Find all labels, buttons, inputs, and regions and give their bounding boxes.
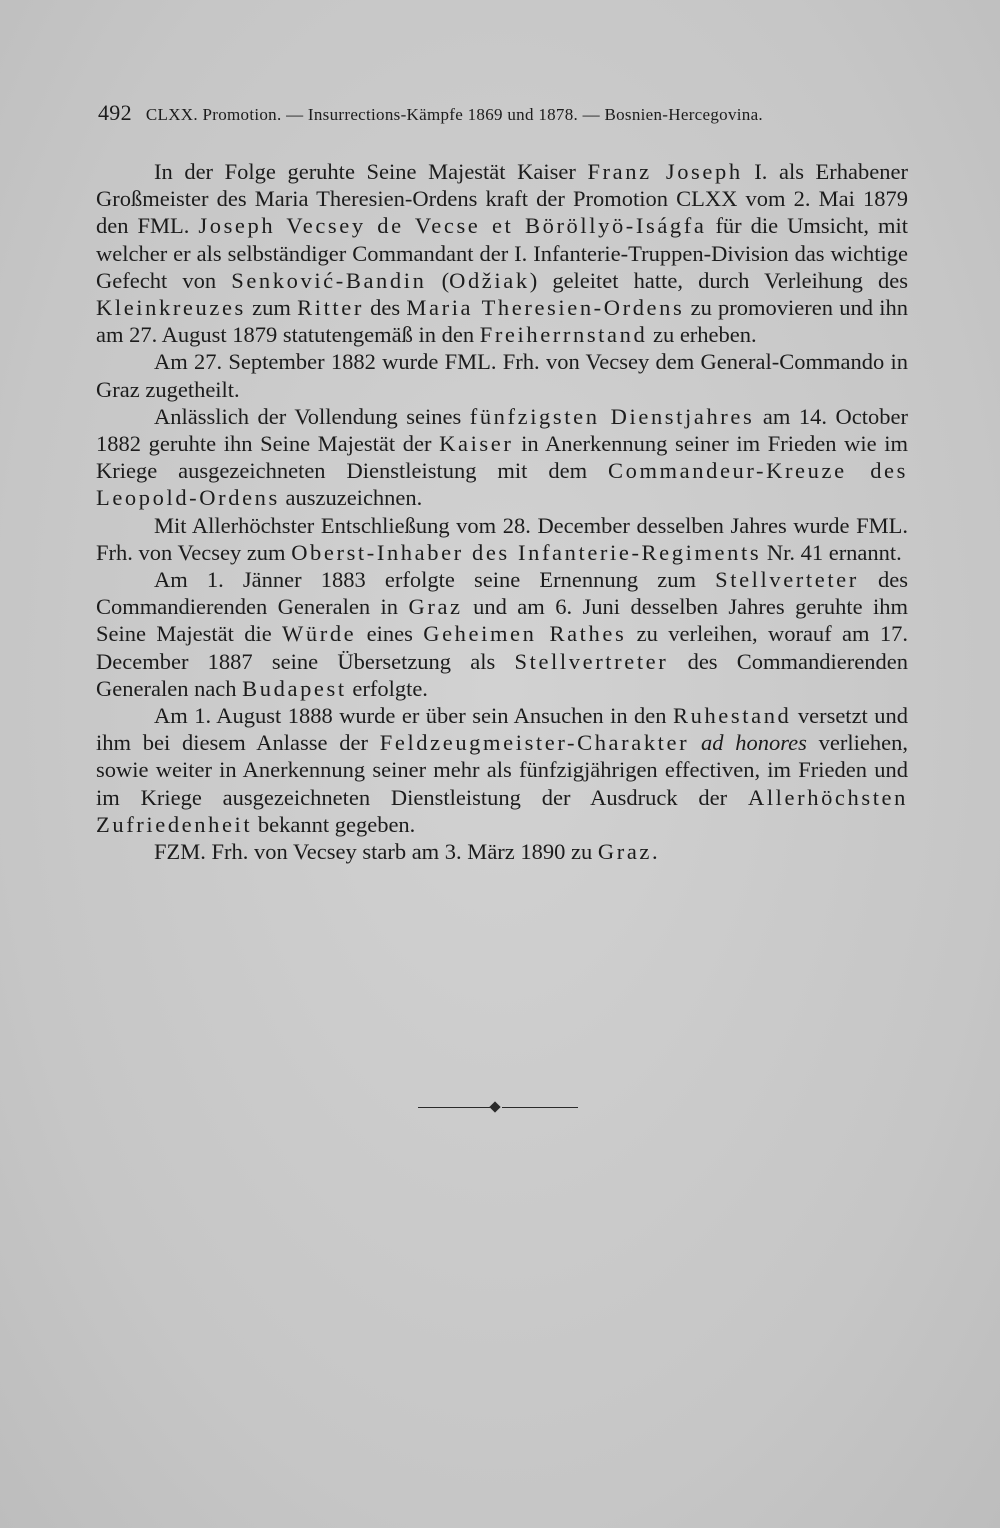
text-run: Nr. 41 ernannt. — [761, 539, 902, 565]
ornament-diamond-icon — [489, 1101, 500, 1112]
running-head-title: CLXX. Promotion. — Insurrections-Kämpfe 1869 und 1878. — Bosnien-Hercegovina. — [145, 105, 763, 124]
end-ornament — [418, 1100, 578, 1116]
text-run: I. als Erhabener Großmeister des Maria Theresien-Ordens kraft der Promotion CLXX vom 2. Mai 1879 den FML. — [96, 159, 908, 239]
emphasis-spaced-text: Oberst-Inhaber des Infanterie-Regiments — [291, 539, 762, 565]
text-run: In der Folge geruhte Seine Majestät Kaiser — [154, 159, 588, 184]
text-run: für die Umsicht, mit welcher er als selbständiger Commandant der I. Infanterie-Truppen-Division das wichtige Gefecht von — [96, 213, 908, 293]
text-run: am 14. October 1882 geruhte ihn Seine Majestät der — [96, 403, 908, 457]
text-run: des — [363, 295, 407, 321]
text-run: in Anerkennung seiner im Frieden wie im Kriege ausgezeichneten Dienstleistung mit dem — [96, 431, 908, 484]
text-run: und am 6. Juni desselben Jahres geruhte ihm Seine Majestät die — [96, 594, 909, 647]
emphasis-spaced-text: Kleinkreuzes — [96, 295, 246, 321]
text-run: verliehen, sowie weiter in Anerkennung seiner mehr als fünfzigjährigen effectiven, im Frieden und im Kriege ausgezeichneten Dienstleistung der Ausdruck der — [96, 730, 908, 810]
text-run: zum — [245, 295, 298, 321]
paragraph — [96, 158, 908, 348]
text-run: bekannt gegeben. — [252, 811, 416, 837]
text-run: Anlässlich der Vollendung seines — [154, 403, 470, 429]
emphasis-spaced-text: Budapest — [242, 675, 347, 701]
paragraph — [96, 566, 908, 702]
emphasis-spaced-text: fünfzigsten Dienstjahres — [469, 403, 755, 429]
text-run: ) geleitet hatte, durch Verleihung des — [529, 267, 908, 293]
emphasis-spaced-text: Commandeur-Kreuze des Leopold-Ordens — [96, 458, 908, 511]
text-run: zu verleihen, worauf am 17. December 1887 seine Übersetzung als — [96, 621, 909, 674]
ornament-rule-left — [418, 1107, 490, 1108]
paragraph — [96, 348, 908, 402]
text-run: zu promovieren und ihn am 27. August 1879 statutengemäß in den — [96, 295, 908, 348]
text-run: auszuzeichnen. — [279, 485, 423, 511]
text-run — [689, 730, 701, 755]
text-run: zu erheben. — [647, 322, 757, 348]
body-text — [96, 158, 908, 865]
emphasis-spaced-text: Kaiser — [439, 431, 514, 457]
text-run: Am 27. September 1882 wurde FML. Frh. von Vecsey dem General-Commando in Graz zugetheilt. — [96, 349, 908, 402]
emphasis-spaced-text: Freiherrnstand — [479, 322, 648, 348]
emphasis-spaced-text: Graz — [408, 594, 463, 620]
paragraph — [96, 838, 908, 865]
emphasis-spaced-text: Stellverteter — [715, 567, 859, 593]
emphasis-spaced-text: Odžiak — [449, 267, 530, 293]
text-run: des Commandierenden Generalen in — [96, 567, 909, 620]
text-run: Mit Allerhöchster Entschließung vom 28. December desselben Jahres wurde FML. Frh. von Vecsey zum — [96, 512, 908, 565]
emphasis-spaced-text: Joseph Vecsey de Vecse et Böröllyö-Iságfa — [198, 213, 707, 239]
emphasis-spaced-text: Graz — [597, 839, 653, 865]
emphasis-spaced-text: Feldzeugmeister-Charakter — [379, 730, 690, 756]
text-run: eines — [356, 621, 424, 647]
text-run: FZM. Frh. von Vecsey starb am 3. März 1890 zu — [154, 839, 598, 865]
paragraph — [96, 702, 908, 838]
emphasis-spaced-text: Stellvertreter — [514, 648, 669, 674]
running-head — [98, 100, 858, 126]
paragraph — [96, 403, 908, 512]
emphasis-spaced-text: Maria Theresien-Ordens — [406, 295, 685, 321]
emphasis-spaced-text: Senković-Bandin — [231, 267, 427, 293]
text-run: versetzt und ihm bei diesem Anlasse der — [96, 703, 909, 756]
emphasis-spaced-text: Geheimen Rathes — [423, 621, 627, 647]
paragraph — [96, 512, 908, 566]
text-run: des Commandierenden Generalen nach — [96, 648, 908, 701]
text-run: ( — [426, 267, 450, 293]
ornament-rule-right — [502, 1107, 578, 1108]
emphasis-spaced-text: Ritter — [297, 295, 364, 321]
text-run: Am 1. August 1888 wurde er über sein Ansuchen in den — [154, 703, 673, 729]
emphasis-spaced-text: Würde — [282, 621, 357, 647]
text-run: . — [652, 839, 658, 865]
text-run: Am 1. Jänner 1883 erfolgte seine Ernennung zum — [154, 567, 716, 593]
text-run: erfolgte. — [346, 675, 428, 701]
emphasis-spaced-text: Franz Joseph — [587, 159, 743, 184]
emphasis-spaced-text: Ruhestand — [673, 703, 792, 729]
emphasis-spaced-text: Allerhöchsten Zufriedenheit — [96, 784, 908, 837]
emphasis-italic-text: ad honores — [700, 730, 807, 756]
page-number: 492 — [98, 100, 132, 125]
